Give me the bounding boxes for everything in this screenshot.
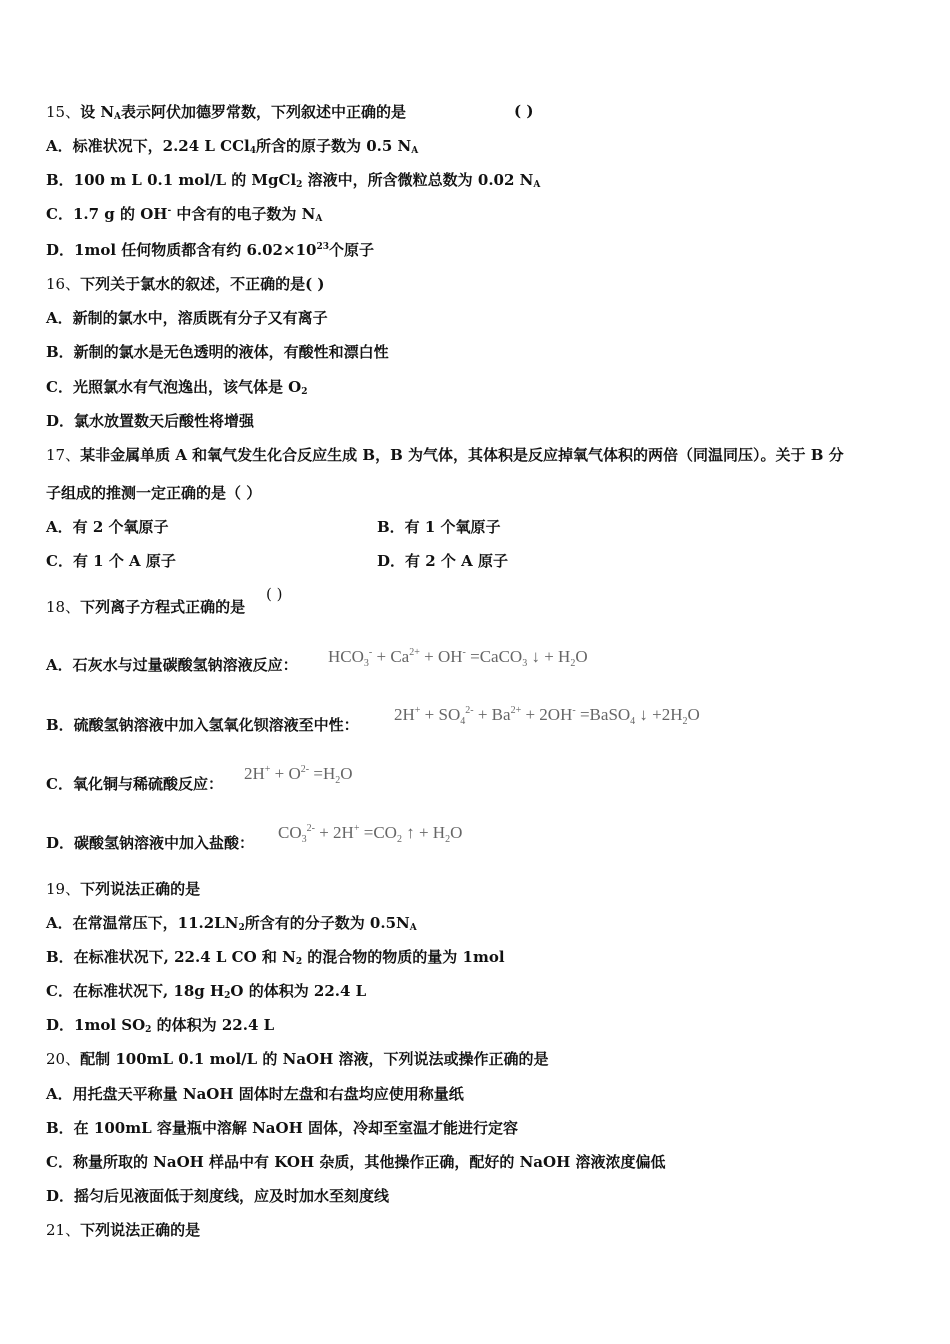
q17-stem-line2: 子组成的推测一定正确的是（ ） [46, 484, 262, 502]
q16-option-d: D．氯水放置数天后酸性将增强 [46, 412, 255, 430]
q19-option-d: D．1mol $SO_2$ 的体积为 22.4 L [46, 1016, 275, 1035]
q18-equation-d: $CO_3^{2-} + 2H^+ =CO_2$ ↑ + $H_2O$ [278, 823, 463, 845]
q15-answer-paren: ( ) [514, 102, 534, 120]
q17-option-a: A．有 2 个氧原子 [46, 518, 169, 536]
q15-stem: 15、设 $N_A$表示阿伏加德罗常数，下列叙述中正确的是 [46, 103, 407, 122]
q18-option-c: C．氧化铜与稀硫酸反应： [46, 775, 223, 793]
q18-number: 18、 [46, 598, 81, 616]
q20-stem: 20、配制 100mL 0.1 mol/L 的 NaOH 溶液，下列说法或操作正确的是 [46, 1050, 549, 1068]
q19-stem: 19、下列说法正确的是 [46, 880, 201, 898]
q16-option-c: C．光照氯水有气泡逸出，该气体是 $O_2$ [46, 378, 308, 397]
q18-option-a: A．石灰水与过量碳酸氢钠溶液反应： [46, 656, 298, 674]
q18-stem: 18、下列离子方程式正确的是 [46, 598, 246, 616]
q15-option-c: C．1.7 g 的 OH- 中含有的电子数为 $N_A$ [46, 205, 323, 224]
q17-number: 17、 [46, 446, 81, 464]
q21-stem: 21、下列说法正确的是 [46, 1221, 201, 1239]
q15-number: 15、 [46, 103, 81, 121]
q18-option-d: D．碳酸氢钠溶液中加入盐酸： [46, 834, 255, 852]
q18-answer-paren: ( ) [266, 585, 283, 603]
q21-number: 21、 [46, 1221, 81, 1239]
q15-option-d: D．1mol 任何物质都含有约 $6.02\times 10^{23}$个原子 [46, 241, 374, 259]
q19-option-a: A．在常温常压下，$11.2LN_2$所含有的分子数为 $0.5N_A$ [46, 914, 417, 933]
q18-equation-b: $2H^+ + SO_4^{2-} + Ba^{2+} + 2OH^-$ =BaSO$_4$ ↓ $+2H_2O$ [394, 705, 700, 727]
q18-equation-c: $2H^+ + O^{2-} =H_2O$ [244, 764, 353, 786]
q18-option-b: B．硫酸氢钠溶液中加入氢氧化钡溶液至中性： [46, 716, 359, 734]
q19-option-b: B．在标准状况下, 22.4 L CO 和 $N_2$ 的混合物的物质的量为 1mol [46, 948, 505, 967]
q17-stem-line1: 17、某非金属单质 A 和氧气发生化合反应生成 B，B 为气体，其体积是反应掉氧气体积的两倍（同温同压）。关于 B 分 [46, 446, 844, 464]
q17-option-b: B．有 1 个氧原子 [377, 518, 501, 536]
q17-option-d: D．有 2 个 A 原子 [377, 552, 508, 570]
q20-option-d: D．摇匀后见液面低于刻度线，应及时加水至刻度线 [46, 1187, 390, 1205]
q20-option-b: B．在 100mL 容量瓶中溶解 NaOH 固体，冷却至室温才能进行定容 [46, 1119, 518, 1137]
q20-number: 20、 [46, 1050, 81, 1068]
q16-number: 16、 [46, 275, 81, 293]
q16-option-b: B．新制的氯水是无色透明的液体，有酸性和漂白性 [46, 343, 389, 361]
q15-option-a: A．标准状况下，2.24 L CCl$_4$所含的原子数为 0.5 $N_A$ [46, 137, 419, 156]
q20-option-a: A．用托盘天平称量 NaOH 固体时左盘和右盘均应使用称量纸 [46, 1085, 464, 1103]
q18-equation-a: $HCO_3^- + Ca^{2+} + OH^-$ =CaCO$_3$ ↓ + $H_2O$ [328, 647, 588, 669]
q19-number: 19、 [46, 880, 81, 898]
q20-option-c: C．称量所取的 NaOH 样品中有 KOH 杂质，其他操作正确，配好的 NaOH 溶液浓度偏低 [46, 1153, 666, 1171]
q17-option-c: C．有 1 个 A 原子 [46, 552, 176, 570]
q15-option-b: B．100 m L 0.1 mol/L 的 MgCl$_2$ 溶液中，所含微粒总数为 0.02 $N_A$ [46, 171, 541, 190]
q19-option-c: C．在标准状况下, 18g $H_2O$ 的体积为 22.4 L [46, 982, 367, 1001]
q16-option-a: A．新制的氯水中，溶质既有分子又有离子 [46, 309, 328, 327]
q16-stem: 16、下列关于氯水的叙述，不正确的是( ) [46, 275, 325, 293]
